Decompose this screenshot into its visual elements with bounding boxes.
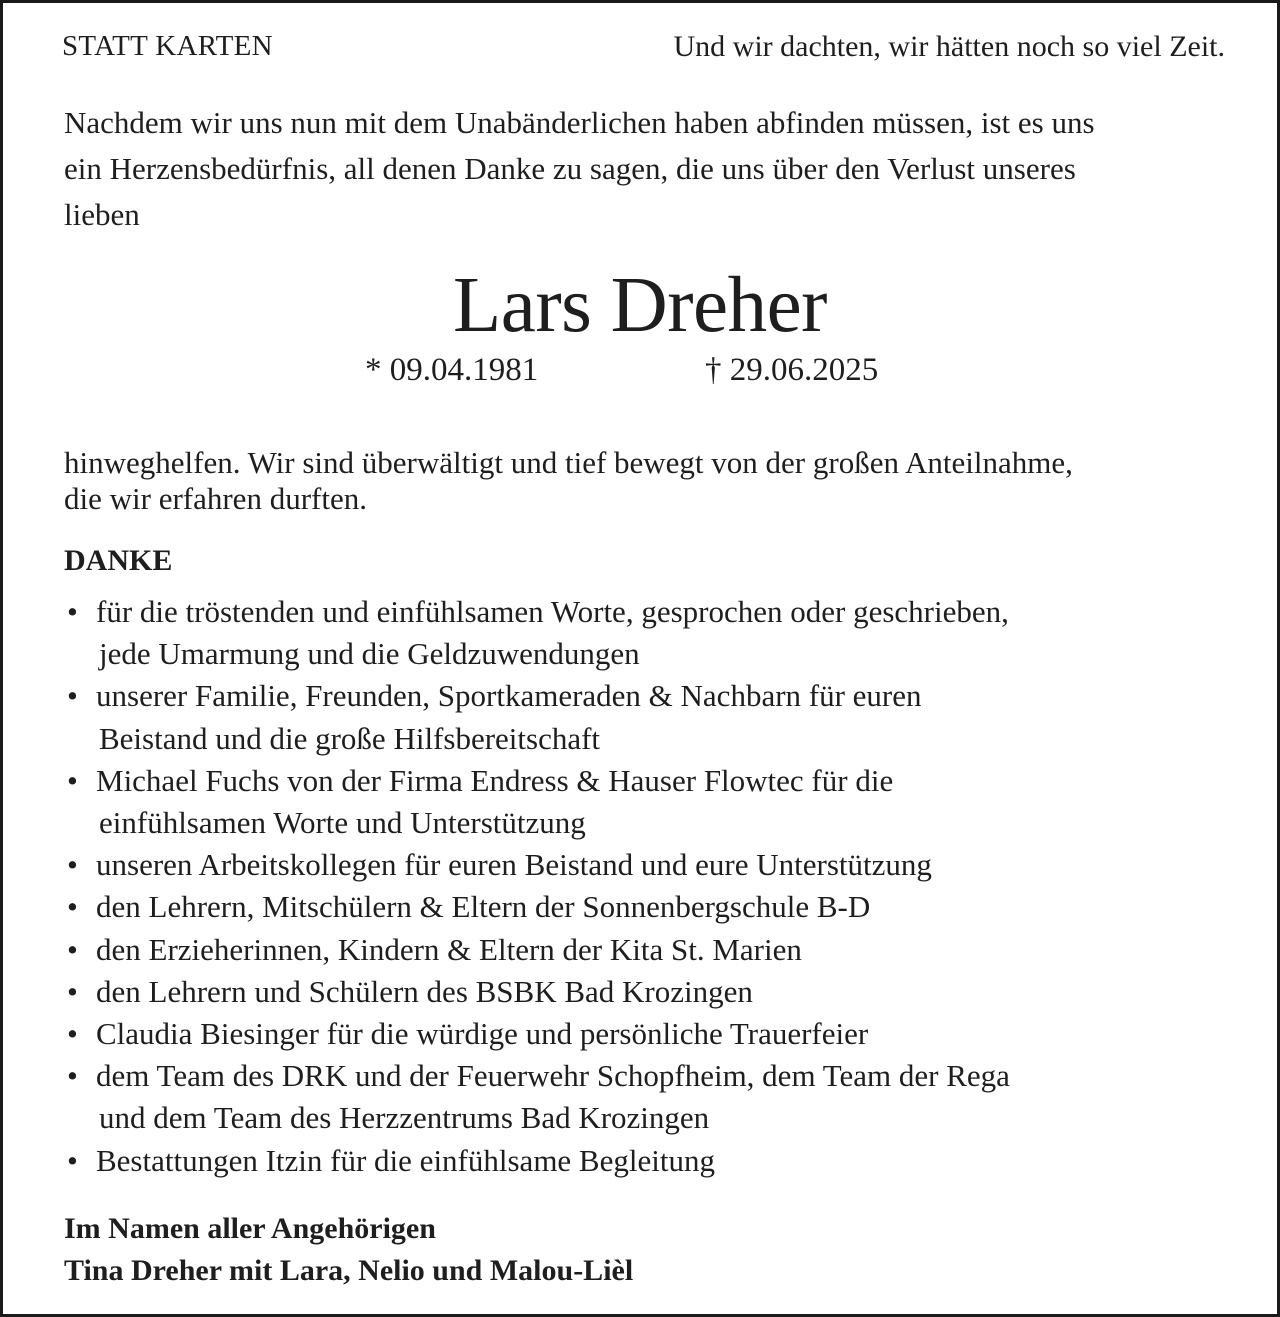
thanks-item [63,929,1010,971]
death-date: † 29.06.2025 [705,352,879,388]
after-line: die wir erfahren durften. [64,481,367,516]
thanks-item-line: den Erzieherinnen, Kindern & Eltern der Kita St. Marien [96,931,802,967]
thanks-item-line: den Lehrern und Schülern des BSBK Bad Krozingen [96,973,753,1009]
bullet-icon: • [67,762,78,798]
thanks-item [63,1055,1010,1139]
intro-line: ein Herzensbedürfnis, all denen Danke zu sagen, die uns über den Verlust unseres [64,151,1076,186]
thanks-item-line: Michael Fuchs von der Firma Endress & Hauser Flowtec für die [96,762,894,798]
thanks-item [63,971,1010,1013]
intro-paragraph [64,100,1234,238]
thanks-item [63,886,1010,928]
bullet-icon: • [67,678,78,714]
after-paragraph [64,445,1073,517]
thanks-item-line: Beistand und die große Hilfsbereitschaft [99,720,601,756]
bullet-icon: • [67,847,78,883]
bullet-icon: • [67,1058,78,1094]
header-quote: Und wir dachten, wir hätten noch so viel Zeit. [673,30,1225,63]
bullet-icon: • [67,889,78,925]
intro-line: Nachdem wir uns nun mit dem Unabänderlichen haben abfinden müssen, ist es uns [64,105,1095,140]
thanks-item [63,591,1010,675]
thanks-item [63,675,1010,759]
signature-line: Im Namen aller Angehörigen [64,1212,436,1245]
thanks-item-line: dem Team des DRK und der Feuerwehr Schopfheim, dem Team der Rega [96,1058,1010,1094]
thanks-item-line: unserer Familie, Freunden, Sportkameraden & Nachbarn für euren [96,678,922,714]
after-line: hinweghelfen. Wir sind überwältigt und tief bewegt von der großen Anteilnahme, [64,445,1073,480]
bullet-icon: • [67,973,78,1009]
thanks-item-line: unseren Arbeitskollegen für euren Beistand und eure Unterstützung [96,847,932,883]
birth-date: * 09.04.1981 [365,352,539,388]
thanks-item-line: den Lehrern, Mitschülern & Eltern der Sonnenbergschule B-D [96,889,871,925]
thanks-list [63,591,1010,1182]
thanks-item-line: jede Umarmung und die Geldzuwendungen [99,636,640,672]
bullet-icon: • [67,931,78,967]
thanks-item [63,844,1010,886]
deceased-name: Lars Dreher [453,262,827,349]
danke-heading: DANKE [64,544,173,577]
thanks-item-line: Bestattungen Itzin für die einfühlsame Begleitung [96,1142,715,1178]
intro-line: lieben [64,197,140,232]
thanks-item-line: und dem Team des Herzzentrums Bad Krozingen [99,1100,710,1136]
thanks-item [63,760,1010,844]
thanks-item [63,1140,1010,1182]
thanks-item-line: einfühlsamen Worte und Unterstützung [99,805,586,841]
bullet-icon: • [67,1016,78,1052]
bullet-icon: • [67,1142,78,1178]
bullet-icon: • [67,594,78,629]
thanks-item [63,1013,1010,1055]
thanks-item-line: für die tröstenden und einfühlsamen Worte, gesprochen oder geschrieben, [96,594,1009,629]
statt-karten-label: STATT KARTEN [62,30,273,62]
signature [64,1208,633,1292]
thanks-item-line: Claudia Biesinger für die würdige und persönliche Trauerfeier [96,1016,869,1052]
signature-names: Tina Dreher mit Lara, Nelio und Malou-Lièl [64,1254,634,1287]
